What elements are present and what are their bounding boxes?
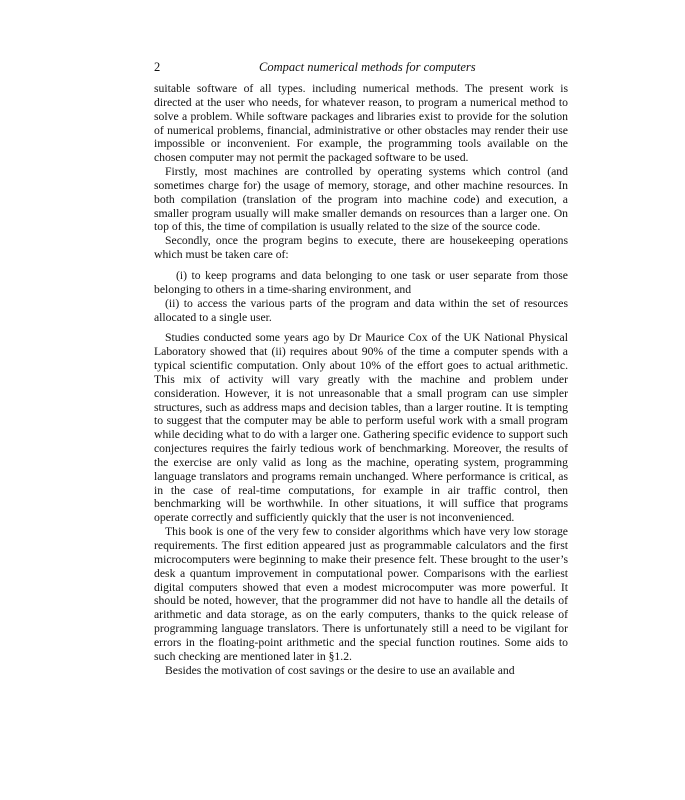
- list-item-i: (i) to keep programs and data belonging to one task or user separate from those belonging to others in a time-sharing environment, and: [154, 268, 568, 296]
- book-page: [154, 60, 568, 677]
- page-number: 2: [154, 60, 161, 74]
- running-title: Compact numerical methods for computers: [259, 60, 476, 74]
- housekeeping-list: [154, 269, 568, 324]
- paragraph-secondly: Secondly, once the program begins to execute, there are housekeeping operations which must be taken care of:: [154, 234, 568, 262]
- paragraph-continuation: suitable software of all types. including numerical methods. The present work is directed at the user who needs, for whatever reason, to program a numerical method to solve a problem. While software packages and libraries exist to provide for the solution of numerical problems, financial, administrative or other obstacles may render their use impossible or inconvenient. For example, the programming tools available on the chosen computer may not permit the packaged software to be used.: [154, 82, 568, 165]
- paragraph-besides: Besides the motivation of cost savings or the desire to use an available and: [165, 663, 515, 677]
- body-text: [154, 82, 568, 677]
- paragraph-this-book: This book is one of the very few to consider algorithms which have very low storage requirements. The first edition appeared just as programmable calculators and the first microcomputers were beginning to make their presence felt. These brought to the user’s desk a quantum improvement in computational power. Comparisons with the earliest digital computers showed that even a modest microcomputer was more powerful. It should be noted, however, that the programmer did not have to handle all the details of arithmetic and data storage, as on the early computers, thanks to the quick release of programming language translators. There is unfortunately still a need to be vigilant for errors in the floating-point arithmetic and the special function routines. Some aids to such checking are mentioned later in §1.2.: [154, 525, 568, 663]
- paragraph-studies: Studies conducted some years ago by Dr Maurice Cox of the UK National Physical Laboratory showed that (ii) requires about 90% of the time a computer spends with a typical scientific computation. Only about 10% of the effort goes to actual arithmetic. This mix of activity will vary greatly with the machine and problem under consideration. However, it is not unreasonable that a small program can use simpler structures, such as address maps and decision tables, than a larger routine. It is tempting to suggest that the computer may be able to perform useful work with a small program while deciding what to do with a larger one. Gathering specific evidence to support such conjectures requires the fairly tedious work of benchmarking. Moreover, the results of the exercise are only valid as long as the machine, operating system, programming language translators and programs remain unchanged. Where performance is critical, as in the case of real-time computations, for example in air traffic control, then benchmarking will be worthwhile. In other situations, it will suffice that programs operate correctly and sufficiently quickly that the user is not inconvenienced.: [154, 331, 568, 525]
- running-head: [154, 60, 568, 82]
- paragraph-firstly: Firstly, most machines are controlled by operating systems which control (and sometimes charge for) the usage of memory, storage, and other machine resources. In both compilation (translation of the program into machine code) and execution, a smaller program usually will make smaller demands on resources than a larger one. On top of this, the time of compilation is usually related to the size of the source code.: [154, 165, 568, 234]
- list-item-ii: (ii) to access the various parts of the program and data within the set of resources allocated to a single user.: [154, 296, 568, 324]
